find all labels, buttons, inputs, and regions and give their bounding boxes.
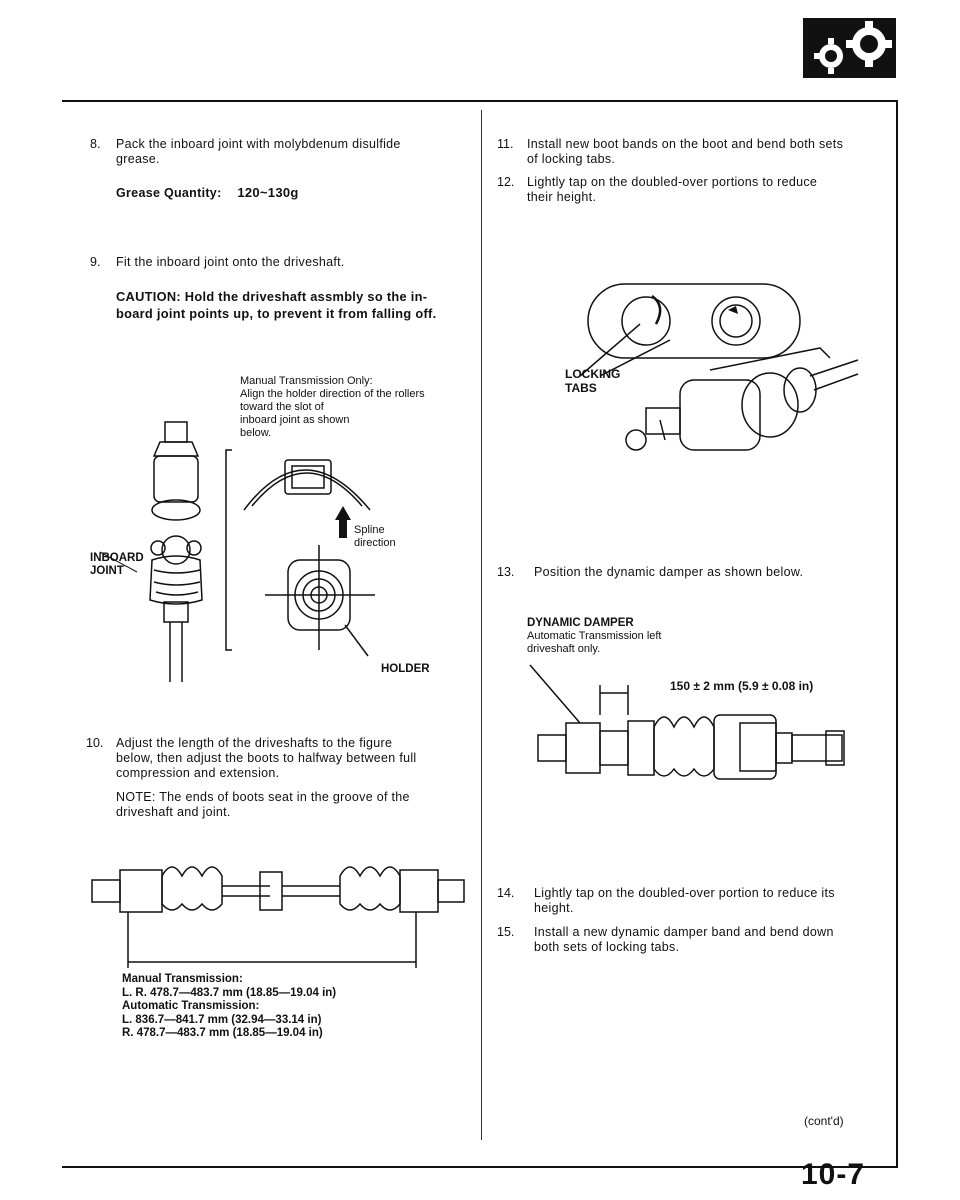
step-12-line-2: their height. [527, 190, 597, 204]
note-line-2: Align the holder direction of the rollers [240, 388, 425, 400]
caution-text [116, 288, 436, 322]
step-9-text: Fit the inboard joint onto the driveshaft. [116, 255, 345, 269]
locking-tabs-line-1: LOCKING [565, 367, 621, 381]
step-11-line-2: of locking tabs. [527, 152, 616, 166]
step-8-line-1: Pack the inboard joint with molybdenum disulfide [116, 137, 401, 151]
step-14-line-1: Lightly tap on the doubled-over portion to reduce its [534, 886, 835, 900]
step-13-text: Position the dynamic damper as shown below. [534, 565, 804, 579]
step-10-line-1: Adjust the length of the driveshafts to the figure [116, 736, 393, 750]
spline-line-2: direction [354, 537, 396, 549]
step-8-number: 8. [90, 137, 101, 151]
column-divider [481, 110, 482, 1140]
damper-position-dimension: 150 ± 2 mm (5.9 ± 0.08 in) [670, 679, 814, 693]
inboard-line-1: INBOARD [90, 552, 144, 564]
spline-line-1: Spline [354, 524, 385, 536]
dynamic-damper-sub-2: driveshaft only. [527, 643, 601, 655]
frame-right-rule [896, 100, 898, 1168]
step-15-number: 15. [497, 925, 515, 939]
step-10-line-2: below, then adjust the boots to halfway between full [116, 751, 417, 765]
note-line-3: toward the slot of [240, 401, 324, 413]
spec-auto-left: L. 836.7—841.7 mm (32.94—33.14 in) [122, 1013, 322, 1026]
step-15-line-1: Install a new dynamic damper band and bend down [534, 925, 834, 939]
step-10-note-line-1: NOTE: The ends of boots seat in the groove of the [116, 790, 410, 804]
step-10-text [116, 736, 417, 781]
grease-quantity [116, 185, 299, 201]
inboard-joint-illustration [140, 420, 470, 690]
dynamic-damper-heading [527, 617, 662, 656]
inboard-joint-label [90, 552, 144, 578]
step-14-number: 14. [497, 886, 515, 900]
step-15-line-2: both sets of locking tabs. [534, 940, 680, 954]
driveshaft-length-specs [122, 973, 336, 1041]
step-11-text [527, 137, 843, 167]
step-10-line-3: compression and extension. [116, 766, 280, 780]
step-15-text [534, 925, 834, 955]
note-line-5: below. [240, 427, 272, 439]
frame-bottom-rule [62, 1166, 898, 1168]
step-9-number: 9. [90, 255, 101, 269]
step-14-text [534, 886, 835, 916]
step-11-line-1: Install new boot bands on the boot and bend both sets [527, 137, 844, 151]
caution-line-1: CAUTION: Hold the driveshaft assmbly so the in- [116, 289, 428, 304]
step-12-number: 12. [497, 175, 515, 189]
step-14-line-2: height. [534, 901, 574, 915]
locking-tabs-line-2: TABS [565, 381, 597, 395]
step-10-number: 10. [86, 736, 104, 750]
step-10-note-line-2: driveshaft and joint. [116, 805, 231, 819]
driveshaft-length-illustration [90, 850, 470, 975]
note-line-4: inboard joint as shown [240, 414, 350, 426]
step-8-line-2: grease. [116, 152, 160, 166]
dynamic-damper-title: DYNAMIC DAMPER [527, 617, 634, 629]
step-10-note [116, 790, 410, 820]
dynamic-damper-sub-1: Automatic Transmission left [527, 630, 662, 642]
spec-auto-heading: Automatic Transmission: [122, 1000, 260, 1012]
grease-value: 120~130g [237, 185, 299, 200]
step-13-number: 13. [497, 565, 515, 579]
caution-line-2: board joint points up, to prevent it from falling off. [116, 306, 437, 321]
step-12-line-1: Lightly tap on the doubled-over portions to reduce [527, 175, 818, 189]
grease-label: Grease Quantity: [116, 186, 222, 200]
spline-direction-label [354, 524, 396, 550]
inboard-line-2: JOINT [90, 565, 124, 577]
note-line-1: Manual Transmission Only: [240, 375, 373, 387]
frame-top-rule [62, 100, 898, 102]
continued-label: (cont'd) [804, 1114, 844, 1128]
holder-label: HOLDER [381, 663, 430, 675]
step-12-text [527, 175, 817, 205]
spec-manual-heading: Manual Transmission: [122, 973, 243, 985]
step-8-text [116, 137, 401, 167]
gears-logo-icon [803, 18, 896, 78]
spec-auto-right: R. 478.7—483.7 mm (18.85—19.04 in) [122, 1027, 323, 1039]
locking-tabs-label [565, 367, 620, 395]
dynamic-damper-illustration [530, 665, 875, 795]
spec-manual-lr: L. R. 478.7—483.7 mm (18.85—19.04 in) [122, 986, 337, 999]
step-11-number: 11. [497, 137, 514, 151]
page-number: 10-7 [801, 1158, 866, 1191]
